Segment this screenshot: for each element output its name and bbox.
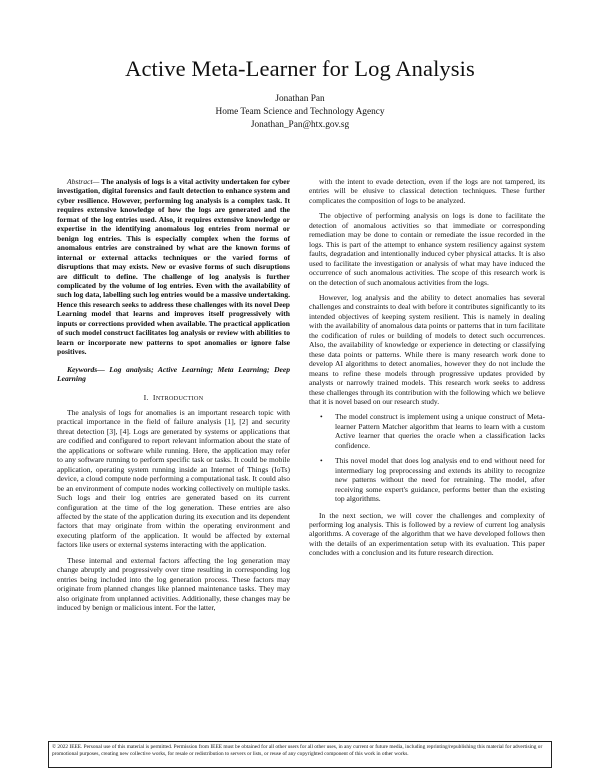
abstract-text: The analysis of logs is a vital activity undertaken for cyber investigation, digital forensics and fault detection to enhance system and cyber resilience. However, performing log analysis is a complex task. It requires extensive knowledge of how the logs are generated and the format of the log entries used. Also, it requires extensive knowledge or expertise in the identifying anomalous log entries from normal or benign log entries. This is especially complex when the forms of anomalous entries are constrained by what are the known forms of internal or external attacks techniques or the varied forms of disruptions that may exists. New or evasive forms of such disruptions are difficult to define. The challenge of log analysis is further complicated by the volume of log entries. Even with the availability of such log data, labelling such log entries would be a massive undertaking. Hence this research seeks to address these challenges with its novel Deep Learning model that learns and improves itself progressively with inputs or corrections provided when available. The practical application of such model construct facilitates log analysis or review with abilities to learn or incorporate new patterns to spot anomalies or ignore false positives. [57,177,290,357]
section-heading-introduction: I. INTRODUCTION [143,392,204,402]
keywords-text: Log analysis; Active Learning; Meta Learning; Deep Learning [57,364,290,384]
author-affiliation: Home Team Science and Technology Agency [215,107,385,117]
keywords-label: Keywords— [67,364,105,374]
author-name: Jonathan Pan [275,94,325,104]
abstract-label: Abstract— [67,177,100,186]
body-paragraph: The analysis of logs for anomalies is an important research topic with practical importance in the field of failure analysis [1], [2] and security threat detection [3], [4]. Logs are generated by systems or applications that are codified and configured to report relevant information about the state of the applications or software while running. Here, the application may refer to any software running to perform specific task or tasks. It could be mobile application, operating system running inside an Internet of Things (IoTs) device, a cloud compute node performing a computational task. It could also be an environment of compute nodes working collectively on multiple tasks. Such logs and their log entries are generated based on its current configuration at the time of the log generation. These entries are also affected by the state of the application during its execution and its dependent factors that may originate from within the operating environment and executing platform of the application. It would be affected by external factors like users or external systems interacting with the application. [57,407,290,550]
right-column [309,177,545,558]
left-column [57,177,290,612]
body-paragraph: These internal and external factors affecting the log generation may change abruptly and progressively over time resulting in corresponding log entries being included into the log generation process. These factors may originate from planned changes like planned maintenance tasks. They may also originate from unplanned activities. Additionally, these changes may be induced by benign or malicious intent. For the latter, [57,555,290,613]
list-item: • This novel model that does log analysis end to end without need for intermediary log preprocessing and extends its ability to recognize new patterns without the need for retraining. The model, after receiving some expert's guidance, performs better than the existing top algorithms. [335,456,545,503]
body-paragraph: with the intent to evade detection, even if the logs are not tampered, its entries will be elusive to classical detection techniques. These further complicates the composition of logs to be analyzed. [309,177,545,205]
contribution-list [309,412,545,503]
body-paragraph: The objective of performing analysis on logs is done to facilitate the detection of anomalous activities so that immediate or corresponding remediation may be done to contain or remediate the issue recorded in the logs. This is part of the attempt to enhance system resiliency against system faults, degradation and intentionally induced cyber physical attacks. It is also used to facilitate the investigation or analysis of what may have induced the occurrence of such anomalous activities. The scope of this research work is on the detection of such anomalous activities from the logs. [309,211,545,287]
list-item: • The model construct is implement using a unique construct of Meta-learner Pattern Matcher algorithm that learns to learn with a custom Active learner that queries the oracle when a classification lacks confidence. [335,412,545,450]
keywords [57,365,290,384]
body-paragraph: However, log analysis and the ability to detect anomalies has several challenges and constraints to deal with before it contributes significantly to its intended objectives of keeping system resilient. This is namely in dealing with the availability of anomalous data points or patterns that in turn facilitate the codification of rules or building of models to detect such occurrences. Also, the availability of knowledge or experience in detecting or classifying these data points or patterns. While there is many research work done to develop AI algorithms to detect anomalies, however they do not include the means to refine these models through progressive updates provided by analysts or narrowly trained models. This research work seeks to address these challenges through its contribution with the following which we believe that it is novel based on our research study. [309,292,545,406]
abstract [57,177,290,357]
author-email[interactable]: Jonathan_Pan@htx.gov.sg [250,120,350,130]
paper-title: Active Meta-Learner for Log Analysis [125,56,475,81]
copyright-notice: © 2022 IEEE. Personal use of this material is permitted. Permission from IEEE must be obtained for all other users for all other uses, in any current or future media, including reprinting/republishing this material for advertising or promotional purposes, creating new collective works, for resale or redistribution to servers or lists, or reuse of any copyrighted component of this work in other works. [48,741,552,768]
body-paragraph: In the next section, we will cover the challenges and complexity of performing log analysis. This is followed by a review of current log analysis algorithms. A coverage of the algorithm that we have developed follows then with the details of an experimentation setup with its evaluation. This paper concludes with a conclusion and its future research direction. [309,510,545,558]
